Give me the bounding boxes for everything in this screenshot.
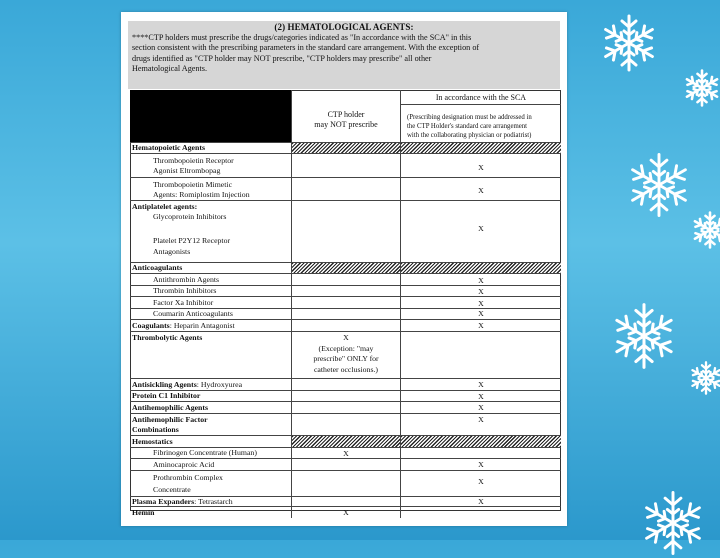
snowflake-decoration bbox=[682, 68, 720, 108]
category-label: Protein C1 Inhibitor bbox=[132, 391, 201, 400]
table-row bbox=[130, 296, 561, 308]
table-row bbox=[130, 319, 561, 331]
snowflake-decoration bbox=[598, 12, 660, 74]
not-prescribe-mark: X bbox=[343, 508, 349, 517]
col-header-note: with the collaborating physician or podiatrist) bbox=[407, 132, 532, 139]
table-row bbox=[130, 142, 561, 153]
exception-mark: X bbox=[343, 333, 349, 342]
header-in-accordance-sca bbox=[401, 90, 561, 142]
col-header-line: may NOT prescribe bbox=[314, 120, 378, 129]
intro-line: section consistent with the prescribing parameters in the standard care arrangement. With the exception of bbox=[132, 43, 480, 53]
sca-mark: X bbox=[478, 321, 484, 330]
table-header-row bbox=[130, 90, 561, 142]
category-label: Thrombolytic Agents bbox=[132, 333, 203, 342]
sca-mark: X bbox=[478, 497, 484, 506]
drug-label: Concentrate bbox=[153, 485, 191, 494]
drug-label: Coumarin Anticoagulants bbox=[153, 309, 233, 318]
col-header-line: CTP holder bbox=[327, 110, 365, 119]
table-row bbox=[130, 378, 561, 390]
hatched-cell bbox=[292, 263, 401, 273]
table-row bbox=[130, 177, 561, 200]
col-header-note: the CTP Holder's standard care arrangement bbox=[407, 123, 528, 130]
table-row bbox=[130, 458, 561, 470]
table-row bbox=[130, 496, 561, 506]
not-prescribe-mark: X bbox=[343, 449, 349, 458]
sca-mark: X bbox=[478, 415, 484, 424]
drug-label: Agents: Romiplostim Injection bbox=[153, 190, 250, 199]
sca-mark: X bbox=[478, 403, 484, 412]
drug-label: : Tetrastarch bbox=[194, 497, 233, 506]
col-header-title: In accordance with the SCA bbox=[435, 93, 527, 102]
snowflake-decoration bbox=[688, 360, 720, 396]
table-row bbox=[130, 470, 561, 496]
category-label: Antihemophilic Factor bbox=[132, 415, 208, 424]
table-row bbox=[130, 200, 561, 262]
drug-label: Thrombopoietin Mimetic bbox=[153, 180, 233, 189]
table-row bbox=[130, 308, 561, 319]
hatched-cell bbox=[401, 263, 561, 273]
table-row bbox=[130, 401, 561, 413]
category-label: Antiplatelet agents: bbox=[132, 202, 198, 211]
table-row bbox=[130, 153, 561, 177]
category-label: Combinations bbox=[132, 425, 179, 434]
table-row bbox=[130, 413, 561, 435]
sca-mark: X bbox=[478, 163, 484, 172]
hatched-cell bbox=[401, 143, 561, 153]
divider bbox=[401, 104, 561, 105]
drug-label: : Heparin Antagonist bbox=[169, 321, 235, 330]
hatched-cell bbox=[292, 143, 401, 153]
drug-label: Platelet P2Y12 Receptor bbox=[153, 236, 231, 245]
sca-mark: X bbox=[478, 224, 484, 233]
drug-label: Thrombin Inhibitors bbox=[153, 286, 217, 295]
header-blank-cell bbox=[130, 90, 292, 142]
category-label: Anticoagulants bbox=[132, 263, 183, 272]
table-row bbox=[130, 506, 561, 518]
intro-text bbox=[132, 33, 556, 75]
table-row bbox=[130, 390, 561, 401]
col-header-note: (Prescribing designation must be addressed in bbox=[407, 114, 532, 121]
snowflake-decoration bbox=[608, 300, 680, 372]
snowflake-decoration bbox=[690, 210, 720, 250]
table-row bbox=[130, 435, 561, 447]
hatched-cell bbox=[292, 436, 401, 447]
category-label: Hemostatics bbox=[132, 437, 173, 446]
intro-line: ****CTP holders must prescribe the drugs/categories indicated as "In accordance with the SCA" in this bbox=[132, 32, 472, 42]
category-label: Coagulants bbox=[132, 321, 170, 330]
sca-mark: X bbox=[478, 287, 484, 296]
document-page bbox=[121, 12, 567, 526]
drug-label: Factor Xa Inhibitor bbox=[153, 298, 214, 307]
table-row bbox=[130, 285, 561, 296]
drug-label: Antagonists bbox=[153, 247, 191, 256]
sca-mark: X bbox=[478, 299, 484, 308]
sca-mark: X bbox=[478, 309, 484, 318]
category-label: Plasma Expanders bbox=[132, 497, 195, 506]
sca-mark: X bbox=[478, 380, 484, 389]
category-label: Hematopoietic Agents bbox=[132, 143, 205, 152]
snowflake-decoration bbox=[638, 488, 708, 558]
drug-label: : Hydroxyurea bbox=[196, 380, 243, 389]
intro-line: Hematological Agents. bbox=[132, 64, 208, 74]
header-ctp-not-prescribe bbox=[292, 90, 401, 142]
drug-label: Prothrombin Complex bbox=[153, 473, 223, 482]
snowflake-decoration bbox=[624, 150, 694, 220]
drug-label: Antithrombin Agents bbox=[153, 275, 220, 284]
sca-mark: X bbox=[478, 276, 484, 285]
drug-label: Thrombopoietin Receptor bbox=[153, 156, 234, 165]
sca-mark: X bbox=[478, 186, 484, 195]
table-row bbox=[130, 331, 561, 378]
category-label: Antihemophilic Agents bbox=[132, 403, 209, 412]
category-label: Hemin bbox=[132, 508, 155, 517]
hatched-cell bbox=[401, 436, 561, 447]
section-title: (2) HEMATOLOGICAL AGENTS: bbox=[274, 22, 414, 32]
drug-label: Glycoprotein Inhibitors bbox=[153, 212, 227, 221]
exception-note: prescribe" ONLY for bbox=[313, 354, 379, 363]
category-label: Antisickling Agents bbox=[132, 380, 197, 389]
table-row bbox=[130, 447, 561, 458]
table-row bbox=[130, 262, 561, 273]
sca-mark: X bbox=[478, 392, 484, 401]
drug-label: Fibrinogen Concentrate (Human) bbox=[153, 448, 257, 457]
sca-mark: X bbox=[478, 477, 484, 486]
table-row bbox=[130, 273, 561, 285]
drug-label: Agonist Eltrombopag bbox=[153, 166, 221, 175]
exception-note: (Exception: "may bbox=[318, 343, 374, 353]
sca-mark: X bbox=[478, 460, 484, 469]
intro-line: drugs identified as "CTP holder may NOT prescribe, "CTP holders may prescribe" all other bbox=[132, 53, 432, 63]
drug-label: Aminocaproic Acid bbox=[153, 460, 215, 469]
section-header bbox=[128, 21, 560, 89]
exception-note: catheter occlusions.) bbox=[313, 364, 379, 374]
